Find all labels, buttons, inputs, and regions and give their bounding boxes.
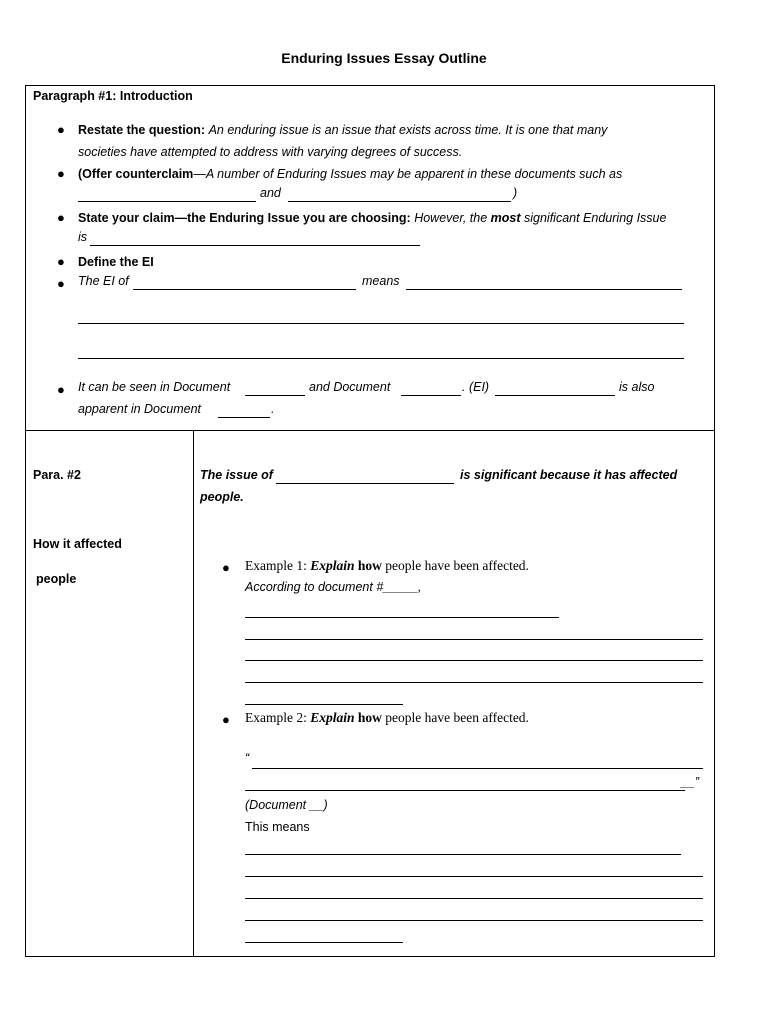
explain-text: Explain <box>310 558 355 573</box>
example-1 <box>245 558 529 574</box>
seen-also: is also <box>619 380 655 394</box>
counterclaim-text: A number of Enduring Issues may be apparent in these documents such as <box>205 167 623 181</box>
open-quote: “ <box>245 751 250 765</box>
blank-line <box>245 854 681 855</box>
document-ref: (Document __) <box>245 798 328 812</box>
blank-line <box>90 245 420 246</box>
issue-rest: is significant because it has affected <box>460 468 678 482</box>
blank-line <box>245 617 559 618</box>
blank-line <box>245 942 403 943</box>
according-text: According to document #_____, <box>245 580 422 594</box>
introduction-section <box>26 86 714 431</box>
claim-is: is <box>78 230 88 244</box>
claim-text-2: significant Enduring Issue <box>524 211 667 225</box>
restate-text: An enduring issue is an issue that exists across time. It is one that many <box>208 123 608 137</box>
bullet-icon: ● <box>57 254 65 269</box>
seen-period: . <box>271 402 275 416</box>
ei-means: means <box>362 274 400 288</box>
issue-rest-2: people. <box>200 490 244 504</box>
blank-line <box>276 483 454 484</box>
how-text: how <box>357 710 382 725</box>
define-label: Define the EI <box>78 255 154 269</box>
claim-label: State your claim—the Enduring Issue you are choosing: <box>78 211 411 225</box>
blank-line <box>78 201 256 202</box>
seen-text: It can be seen in Document <box>78 380 231 394</box>
para2-main <box>194 431 714 956</box>
blank-line <box>495 395 615 396</box>
counterclaim-dash: — <box>193 167 206 181</box>
claim-text: However, the <box>414 211 488 225</box>
counterclaim-and: and <box>260 186 281 200</box>
claim-item <box>78 207 708 229</box>
claim-most: most <box>490 211 521 225</box>
close-quote: __” <box>681 775 700 789</box>
affected-text: people have been affected. <box>385 710 529 725</box>
example-2-label: Example 2: <box>245 710 307 725</box>
blank-line <box>245 790 685 791</box>
blank-line <box>245 682 703 683</box>
example-1-label: Example 1: <box>245 558 307 573</box>
bullet-icon: ● <box>222 560 230 575</box>
bullet-icon: ● <box>222 712 230 727</box>
para2-side-text-2: people <box>36 572 77 586</box>
blank-line <box>245 920 703 921</box>
blank-line <box>245 704 403 705</box>
issue-of: The issue of <box>200 468 273 482</box>
bullet-icon: ● <box>57 276 65 291</box>
blank-line <box>78 358 684 359</box>
blank-line <box>245 660 703 661</box>
restate-label: Restate the question: <box>78 123 206 137</box>
blank-line <box>245 639 703 640</box>
para2-side-text: How it affected <box>33 537 122 551</box>
restate-item <box>78 119 708 163</box>
affected-text: people have been affected. <box>385 558 529 573</box>
counterclaim-close: ) <box>513 186 518 200</box>
how-text: how <box>357 558 382 573</box>
blank-line <box>406 289 682 290</box>
restate-text-2: societies have attempted to address with varying degrees of success. <box>78 145 463 159</box>
this-means: This means <box>245 820 310 834</box>
seen-ei: . (EI) <box>462 380 490 394</box>
blank-line <box>78 323 684 324</box>
blank-line <box>401 395 461 396</box>
bullet-icon: ● <box>57 210 65 225</box>
ei-of: The EI of <box>78 274 129 288</box>
blank-line <box>245 876 703 877</box>
seen-text-2: apparent in Document <box>78 402 201 416</box>
counterclaim-label: (Offer counterclaim <box>78 167 194 181</box>
blank-line <box>252 768 703 769</box>
para2-sidebar <box>26 431 194 956</box>
blank-line <box>245 395 305 396</box>
blank-line <box>288 201 511 202</box>
blank-line <box>133 289 356 290</box>
bullet-icon: ● <box>57 166 65 181</box>
outline-table <box>25 85 715 957</box>
explain-text: Explain <box>310 710 355 725</box>
blank-line <box>218 417 270 418</box>
para2-label: Para. #2 <box>33 468 81 482</box>
blank-line <box>245 898 703 899</box>
intro-heading: Paragraph #1: Introduction <box>33 89 193 103</box>
seen-and: and Document <box>309 380 391 394</box>
bullet-icon: ● <box>57 382 65 397</box>
page-title: Enduring Issues Essay Outline <box>281 50 487 66</box>
counterclaim-item <box>78 163 708 185</box>
bullet-icon: ● <box>57 122 65 137</box>
example-2 <box>245 710 529 726</box>
